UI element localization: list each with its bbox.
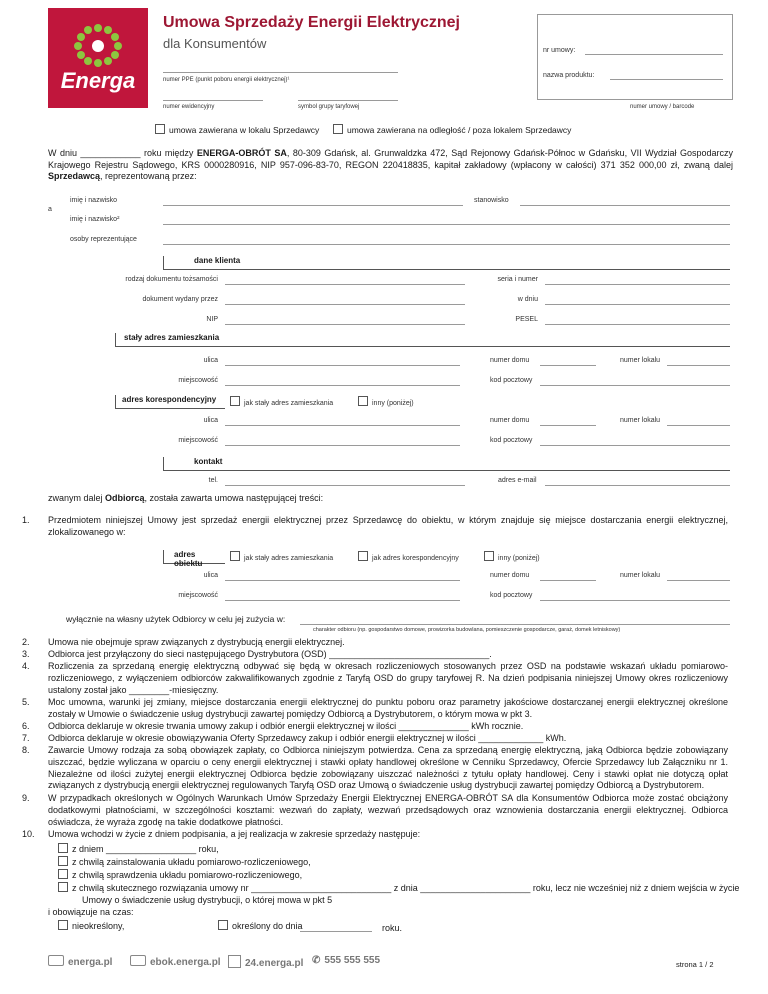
item-number: 3.	[22, 649, 30, 659]
contract-no-label: nr umowy:	[543, 47, 576, 54]
item-number: 6.	[22, 721, 30, 731]
checkbox-icon	[58, 882, 68, 892]
start-option-4[interactable]: z chwilą skutecznego rozwiązania umowy nr ____________________________ z dnia ______________________ roku, lecz nie wcześniej niż z dniem wejścia w życie	[58, 882, 739, 893]
evid-label: numer ewidencyjny	[163, 104, 215, 110]
obj-flat-field[interactable]	[667, 580, 730, 581]
item-10: Umowa wchodzi w życie z dniem podpisania, a jej realizacja w zakresie sprzedaży następuje:	[48, 829, 421, 839]
corr-house-field[interactable]	[540, 425, 596, 426]
page-title: Umowa Sprzedaży Energii Elektrycznej	[163, 14, 460, 31]
item-number: 4.	[22, 661, 30, 671]
tariff-label: symbol grupy taryfowej	[298, 104, 360, 110]
phone-icon: ✆	[312, 955, 321, 966]
tel-field[interactable]	[225, 485, 465, 486]
city-field[interactable]	[225, 385, 460, 386]
series-field[interactable]	[545, 284, 730, 285]
rep-position-label: stanowisko	[474, 197, 509, 204]
corr-other-option[interactable]: inny (poniżej)	[358, 396, 414, 407]
item-8: Zawarcie Umowy rodzaja za sobą obowiązek zapłaty, co Odbiorca niniejszym potwierdza. Cena za sprzedaną energię elektryczną, jaką Odbiorca będzie zobowiązany uiszczać, będzie wyliczana w oparciu o ceny energii elektrycznej i stawki opłaty handlowej określone w Cenniku Sprzedawcy, Ofercie Sprzedawcy lub Załączniku nr 1. Niezależne od ilości zużytej energii elektrycznej Odbiorca będzie zobowiązany uiszczać należności z tytułu opłaty handlowej. Ceny i stawki opłat nie dotyczą opłat związanych z dystrybucją energii elektrycznej regulowanych Taryfą OSD oraz Umową o świadczenie usług dystrybucji zawartej pomiędzy Odbiorcą a Dystrybutorem.	[48, 745, 728, 791]
intro-paragraph: W dniu ____________ roku między ENERGA-OBRÓT SA, 80-309 Gdańsk, al. Grunwaldzka 472, Sąd Rejonowy Gdańsk-Północ w Gdańsku, VII Wydział Gospodarczy Krajowego Rejestru Sądowego, KRS 0000280916, NIP 957-096-83-70, REGON 220418835, kapitał zakładowy (wpłacony w całości) 371 352 000,00 zł, zwaną dalej Sprzedawcą, reprezentowaną przez:	[48, 148, 733, 182]
obj-street-field[interactable]	[225, 580, 460, 581]
doc-type-label: rodzaj dokumentu tożsamości	[125, 276, 218, 283]
obj-house-field[interactable]	[540, 580, 596, 581]
item-1: Przedmiotem niniejszej Umowy jest sprzedaż energii elektrycznej przez Sprzedawcę do obiektu, w którym znajduje się miejsce dostarczania energii elektrycznej, zlokalizowanego w:	[48, 515, 728, 537]
item-4: Rozliczenia za sprzedaną energię elektryczną odbywać się będą w okresach rozliczeniowych stosowanych przez OSD na podstawie wskazań układu pomiarowo-rozliczeniowego, z wyłączeniem odbiorców zakwalifikowanych zgodnie z Taryfą OSD do grupy taryfowej R. Na dzień podpisania niniejszej Umowy okres rozliczeniowy ustalony został jako ________-miesięczny.	[48, 661, 728, 695]
item-3: Odbiorca jest przyłączony do sieci następującego Dystrybutora (OSD) ________________________________.	[48, 649, 492, 659]
object-other-option[interactable]: inny (poniżej)	[484, 551, 540, 562]
corr-postal-field[interactable]	[540, 445, 730, 446]
corr-street-label: ulica	[203, 417, 218, 424]
item-number: 10.	[22, 829, 35, 839]
checkbox-icon	[155, 124, 165, 134]
item-9: W przypadkach określonych w Ogólnych Warunkach Umów Sprzedaży Energii Elektrycznej ENERGA-OBRÓT SA dla Konsumentów Odbiorca może zostać obciążony dodatkowymi płatnościami, w szczególności kosztami: wezwań do zapłaty, wezwań przedsądowych oraz wznowienia dostarczania energii elektrycznej. Odbiorca oświadcza, że wyraża zgodę na takie dodatkowe płatności.	[48, 793, 728, 827]
usage-field[interactable]	[300, 624, 730, 625]
option-in-office[interactable]: umowa zawierana w lokalu Sprzedawcy	[155, 124, 319, 135]
street-field[interactable]	[225, 365, 460, 366]
city-label: miejscowość	[178, 377, 218, 384]
start-option-4-cont: Umowy o świadczenie usług dystrybucji, o której mowa w pkt 5	[82, 895, 333, 905]
start-option-1[interactable]: z dniem __________________ roku,	[58, 843, 219, 854]
option-remote[interactable]: umowa zawierana na odległość / poza lokalem Sprzedawcy	[333, 124, 571, 135]
item-6: Odbiorca deklaruje w okresie trwania umowy zakup i odbiór energii elektrycznej w ilości ______________ kWh rocznie.	[48, 721, 524, 731]
duration-date-field[interactable]	[300, 931, 372, 932]
footer-phone[interactable]: ✆ 555 555 555	[312, 955, 381, 966]
rep-name2-label: imię i nazwisko²	[70, 216, 120, 223]
obj-street-label: ulica	[203, 572, 218, 579]
issued-by-field[interactable]	[225, 304, 465, 305]
product-label: nazwa produktu:	[543, 72, 595, 79]
duration-label: i obowiązuje na czas:	[48, 907, 134, 917]
checkbox-icon	[230, 396, 240, 406]
tel-label: tel.	[208, 477, 218, 484]
pesel-label: PESEL	[515, 316, 538, 323]
footer-ebok[interactable]: ebok.energa.pl	[130, 955, 221, 968]
obj-postal-label: kod pocztowy	[490, 592, 533, 599]
laptop-icon	[130, 955, 146, 966]
barcode-label: numer umowy / barcode	[630, 104, 695, 110]
persons-field[interactable]	[163, 244, 730, 245]
house-field[interactable]	[540, 365, 596, 366]
series-label: seria i numer	[497, 276, 538, 283]
usage-line: wyłącznie na własny użytek Odbiorcy w celu jej zużycia w:	[66, 614, 286, 624]
object-same-option[interactable]: jak stały adres zamieszkania	[230, 551, 333, 562]
doc-type-field[interactable]	[225, 284, 465, 285]
item-number: 2.	[22, 637, 30, 647]
duration-indefinite[interactable]: nieokreślony,	[58, 920, 124, 931]
laptop-icon	[48, 955, 64, 966]
item-2: Umowa nie obejmuje spraw związanych z dystrybucją energii elektrycznej.	[48, 637, 345, 647]
checkbox-icon	[58, 869, 68, 879]
logo	[48, 8, 148, 108]
corr-house-label: numer domu	[490, 417, 530, 424]
item-5: Moc umowna, warunki jej zmiany, miejsce dostarczania energii elektrycznej do punktu poboru oraz parametry jakościowe dostarczanej energii elektrycznej określone zostały w Umowie o świadczenie usług dystrybucji zawartej pomiędzy Odbiorcą a Dystrybutorem, o którym mowa w pkt 3.	[48, 697, 728, 719]
rep-position-field[interactable]	[520, 205, 730, 206]
rep-name-label: imię i nazwisko	[70, 197, 118, 204]
persons-label: osoby reprezentujące	[70, 236, 137, 243]
duration-roku: roku.	[382, 923, 403, 933]
pesel-field[interactable]	[545, 324, 730, 325]
client-section-bar: dane klienta	[163, 256, 730, 270]
item-number: 1.	[22, 515, 30, 525]
on-date-label: w dniu	[517, 296, 538, 303]
calendar-icon	[228, 955, 241, 968]
and-label: a	[48, 206, 52, 213]
checkbox-icon	[58, 843, 68, 853]
checkbox-icon	[358, 551, 368, 561]
item-7: Odbiorca deklaruje w okresie obowiązywania Oferty Sprzedawcy zakup i odbiór energii elektrycznej w ilości _____________ kWh.	[48, 733, 567, 743]
flat-field[interactable]	[667, 365, 730, 366]
on-date-field[interactable]	[545, 304, 730, 305]
obj-house-label: numer domu	[490, 572, 530, 579]
flat-label: numer lokalu	[620, 357, 661, 364]
corr-flat-label: numer lokalu	[620, 417, 661, 424]
house-label: numer domu	[490, 357, 530, 364]
corr-city-field[interactable]	[225, 445, 460, 446]
rep-name2-field[interactable]	[163, 224, 730, 225]
street-label: ulica	[203, 357, 218, 364]
contact-section-bar: kontakt	[163, 457, 730, 471]
contract-no-field[interactable]	[585, 54, 723, 55]
contract-box	[537, 14, 733, 100]
postal-label: kod pocztowy	[490, 377, 533, 384]
corr-postal-label: kod pocztowy	[490, 437, 533, 444]
checkbox-icon	[218, 920, 228, 930]
duration-definite[interactable]: określony do dnia	[218, 920, 303, 931]
obj-flat-label: numer lokalu	[620, 572, 661, 579]
corr-same-option[interactable]: jak stały adres zamieszkania	[230, 396, 333, 407]
item-number: 5.	[22, 697, 30, 707]
corr-section-bar: adres korespondencyjny	[115, 395, 225, 409]
logo-text: Energa	[60, 68, 136, 93]
corr-city-label: miejscowość	[178, 437, 218, 444]
email-field[interactable]	[545, 485, 730, 486]
email-label: adres e-mail	[498, 477, 537, 484]
item-number: 9.	[22, 793, 30, 803]
item-number: 7.	[22, 733, 30, 743]
postal-field[interactable]	[540, 385, 730, 386]
start-option-2[interactable]: z chwilą zainstalowania układu pomiarowo-rozliczeniowego,	[58, 856, 311, 867]
checkbox-icon	[58, 856, 68, 866]
corr-flat-field[interactable]	[667, 425, 730, 426]
checkbox-icon	[230, 551, 240, 561]
checkbox-icon	[333, 124, 343, 134]
product-field[interactable]	[610, 79, 723, 80]
object-section-bar: adres obiektu	[163, 550, 225, 564]
checkbox-icon	[484, 551, 494, 561]
address-section-bar: stały adres zamieszkania	[115, 333, 730, 347]
obj-postal-field[interactable]	[540, 600, 730, 601]
item-number: 8.	[22, 745, 30, 755]
page-number: strona 1 / 2	[676, 960, 714, 969]
corr-street-field[interactable]	[225, 425, 460, 426]
obj-city-label: miejscowość	[178, 592, 218, 599]
ppe-label: numer PPE (punkt poboru energii elektrycznej)¹	[163, 77, 290, 83]
usage-hint: charakter odbioru (np. gospodarstwo domowe, prowizorka budowlana, pomieszczenie gospodarcze, garaż, domek letniskowy)	[313, 627, 621, 633]
start-option-3[interactable]: z chwilą sprawdzenia układu pomiarowo-rozliczeniowego,	[58, 869, 302, 880]
checkbox-icon	[358, 396, 368, 406]
obj-city-field[interactable]	[225, 600, 460, 601]
nip-field[interactable]	[225, 324, 465, 325]
rep-name-field[interactable]	[163, 205, 463, 206]
page-subtitle: dla Konsumentów	[163, 36, 267, 51]
nip-label: NIP	[206, 316, 218, 323]
checkbox-icon	[58, 920, 68, 930]
footer-24[interactable]: 24.energa.pl	[228, 955, 303, 969]
footer-site[interactable]: energa.pl	[48, 955, 112, 968]
issued-by-label: dokument wydany przez	[142, 296, 218, 303]
buyer-line: zwanym dalej Odbiorcą, została zawarta umowa następującej treści:	[48, 493, 324, 503]
object-corr-option[interactable]: jak adres korespondencyjny	[358, 551, 459, 562]
